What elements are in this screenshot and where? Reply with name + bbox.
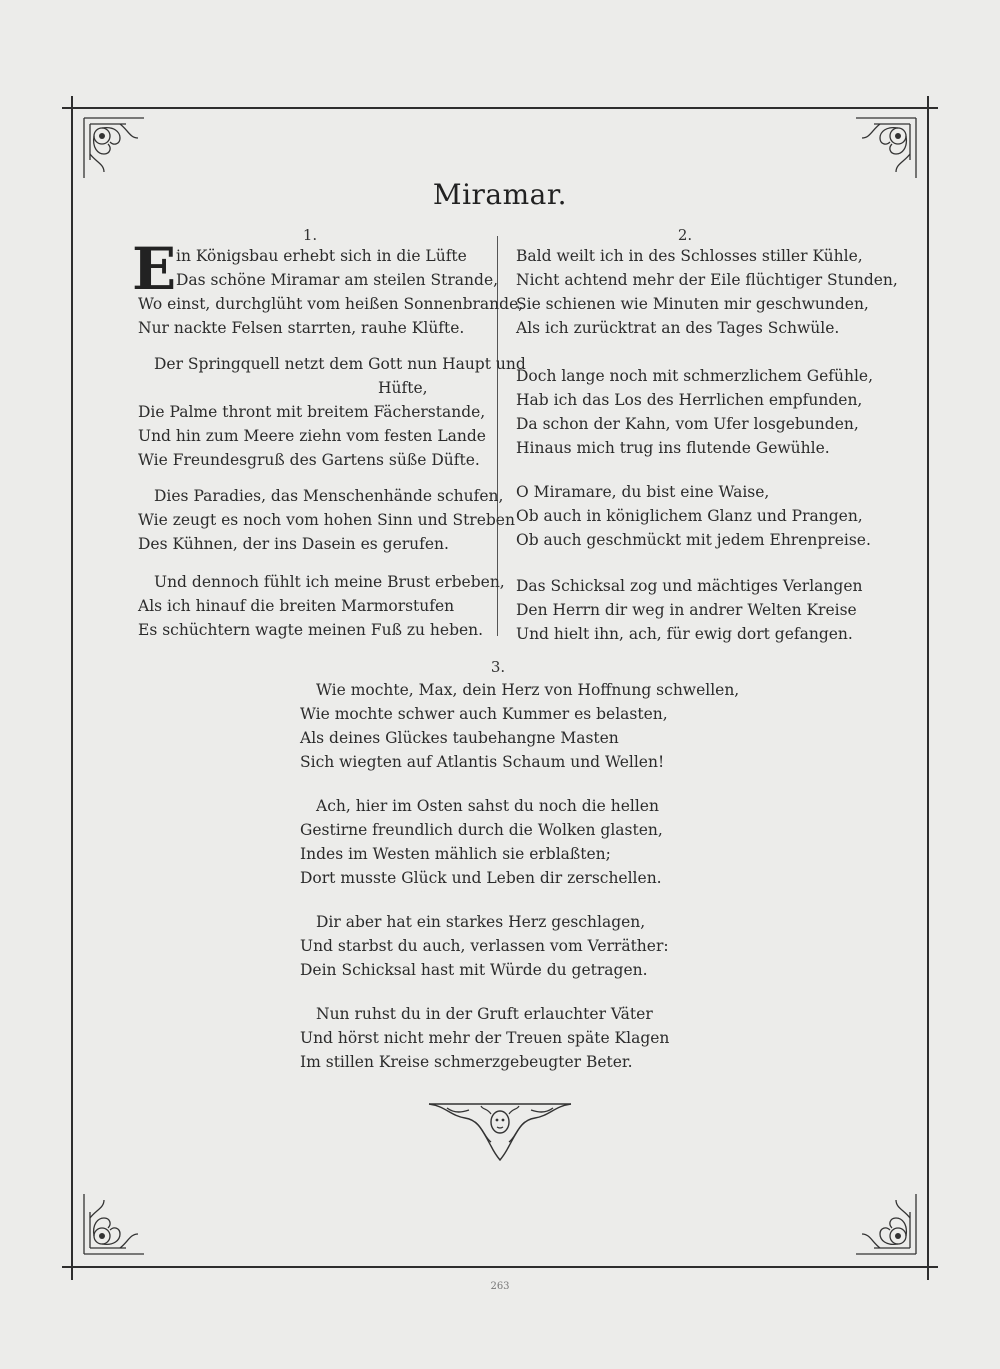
stanza-2-3	[516, 480, 871, 552]
verse-line: Hüfte,	[378, 379, 428, 397]
section-number-3: 3.	[490, 658, 506, 676]
verse-line: Wie mochte, Max, dein Herz von Hoffnung schwellen,	[316, 681, 740, 699]
verse-line: Das Schicksal zog und mächtiges Verlangen	[516, 577, 863, 595]
verse-line: Als deines Glückes taubehangne Masten	[300, 729, 619, 747]
verse-line: Und starbst du auch, verlassen vom Verräther:	[300, 937, 669, 955]
tailpiece-ornament-icon	[425, 1098, 575, 1164]
stanza-2-4	[516, 574, 862, 646]
stanza-1-1-cont	[138, 292, 523, 340]
verse-line: Und hielt ihn, ach, für ewig dort gefangen.	[516, 625, 853, 643]
verse-line: Die Palme thront mit breitem Fächerstande,	[138, 403, 486, 421]
verse-line: Nicht achtend mehr der Eile flüchtiger Stunden,	[516, 271, 898, 289]
stanza-1-3	[138, 484, 515, 556]
corner-ornament-top-right-icon	[852, 114, 920, 182]
verse-line: Dort musste Glück und Leben dir zerschellen.	[300, 869, 662, 887]
frame-left-rule	[71, 96, 73, 1280]
section-number-1: 1.	[302, 226, 318, 244]
verse-line: Indes im Westen mählich sie erblaßten;	[300, 845, 611, 863]
verse-line: Hab ich das Los des Herrlichen empfunden,	[516, 391, 863, 409]
verse-line: Wie mochte schwer auch Kummer es belasten,	[300, 705, 668, 723]
stanza-1-2	[138, 352, 526, 472]
verse-line: Und hörst nicht mehr der Treuen späte Klagen	[300, 1029, 670, 1047]
verse-line: Hinaus mich trug ins flutende Gewühle.	[516, 439, 830, 457]
verse-line: Da schon der Kahn, vom Ufer losgebunden,	[516, 415, 859, 433]
verse-line: Als ich hinauf die breiten Marmorstufen	[138, 597, 455, 615]
page-number: 263	[490, 1281, 510, 1292]
verse-line: Der Springquell netzt dem Gott nun Haupt und	[154, 355, 526, 373]
stanza-3-4	[300, 1002, 669, 1074]
verse-line: Ob auch geschmückt mit jedem Ehrenpreise.	[516, 531, 871, 549]
verse-line: O Miramare, du bist eine Waise,	[516, 483, 770, 501]
verse-line: Gestirne freundlich durch die Wolken glasten,	[300, 821, 663, 839]
stanza-2-2	[516, 364, 873, 460]
verse-line: Wie Freundesgruß des Gartens süße Düfte.	[138, 451, 480, 469]
stanza-3-3	[300, 910, 669, 982]
stanza-1-1	[176, 244, 498, 292]
frame-bottom-rule	[62, 1266, 938, 1268]
frame-top-rule	[62, 107, 938, 109]
verse-line: Als ich zurücktrat an des Tages Schwüle.	[516, 319, 840, 337]
stanza-3-1	[300, 678, 739, 774]
verse-line: Dies Paradies, das Menschenhände schufen,	[154, 487, 504, 505]
verse-line: in Königsbau erhebt sich in die Lüfte	[176, 247, 467, 265]
verse-line: Und hin zum Meere ziehn vom festen Lande	[138, 427, 486, 445]
verse-line: Es schüchtern wagte meinen Fuß zu heben.	[138, 621, 484, 639]
verse-line: Und dennoch fühlt ich meine Brust erbeben,	[154, 573, 505, 591]
verse-line: Das schöne Miramar am steilen Strande,	[176, 271, 499, 289]
verse-line: Bald weilt ich in des Schlosses stiller Kühle,	[516, 247, 863, 265]
drop-cap: E	[132, 235, 177, 303]
verse-line: Wo einst, durchglüht vom heißen Sonnenbrande,	[138, 295, 524, 313]
verse-line: Doch lange noch mit schmerzlichem Gefühle,	[516, 367, 874, 385]
verse-line: Dein Schicksal hast mit Würde du getragen.	[300, 961, 648, 979]
corner-ornament-bottom-left-icon	[80, 1190, 148, 1258]
verse-line: Nun ruhst du in der Gruft erlauchter Väter	[316, 1005, 653, 1023]
frame-right-rule	[927, 96, 929, 1280]
verse-line: Ob auch in königlichem Glanz und Prangen,	[516, 507, 863, 525]
corner-ornament-bottom-right-icon	[852, 1190, 920, 1258]
verse-line: Dir aber hat ein starkes Herz geschlagen,	[316, 913, 646, 931]
verse-line: Des Kühnen, der ins Dasein es gerufen.	[138, 535, 449, 553]
corner-ornament-top-left-icon	[80, 114, 148, 182]
stanza-3-2	[300, 794, 663, 890]
verse-line: Sich wiegten auf Atlantis Schaum und Wellen!	[300, 753, 665, 771]
verse-line: Nur nackte Felsen starrten, rauhe Klüfte.	[138, 319, 465, 337]
verse-line: Wie zeugt es noch vom hohen Sinn und Streben	[138, 511, 515, 529]
verse-line: Den Herrn dir weg in andrer Welten Kreise	[516, 601, 857, 619]
stanza-1-4	[138, 570, 505, 642]
verse-line: Ach, hier im Osten sahst du noch die hellen	[316, 797, 659, 815]
stanza-2-1	[516, 244, 898, 340]
page-title: Miramar.	[432, 178, 568, 211]
section-number-2: 2.	[677, 226, 693, 244]
verse-line: Sie schienen wie Minuten mir geschwunden,	[516, 295, 869, 313]
verse-line: Im stillen Kreise schmerzgebeugter Beter.	[300, 1053, 633, 1071]
